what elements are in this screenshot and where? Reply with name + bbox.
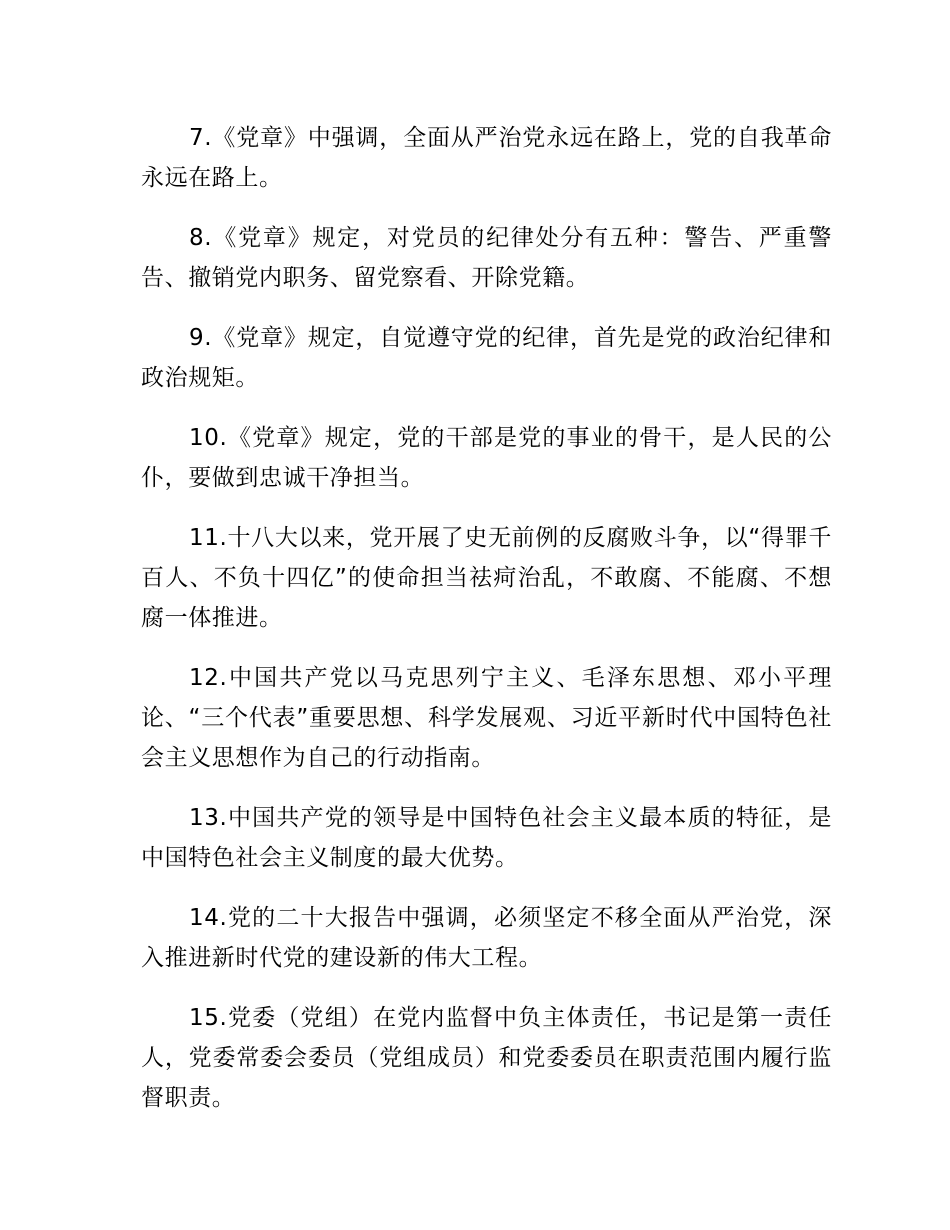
paragraph-item-9: 9.《党章》规定，自觉遵守党的纪律，首先是党的政治纪律和政治规矩。 <box>141 325 832 391</box>
paragraph-item-8: 8.《党章》规定，对党员的纪律处分有五种：警告、严重警告、撤销党内职务、留党察看、开除党籍。 <box>141 225 832 291</box>
paragraph-item-11: 11.十八大以来，党开展了史无前例的反腐败斗争，以“得罪千百人、不负十四亿”的使命担当祛疴治乱，不敢腐、不能腐、不想腐一体推进。 <box>141 525 832 631</box>
paragraph-item-13: 13.中国共产党的领导是中国特色社会主义最本质的特征，是中国特色社会主义制度的最大优势。 <box>141 805 832 871</box>
paragraph-item-10: 10.《党章》规定，党的干部是党的事业的骨干，是人民的公仆，要做到忠诚干净担当。 <box>141 425 832 491</box>
paragraph-item-7: 7.《党章》中强调，全面从严治党永远在路上，党的自我革命永远在路上。 <box>141 125 832 191</box>
paragraph-item-15: 15.党委（党组）在党内监督中负主体责任，书记是第一责任人，党委常委会委员（党组成员）和党委委员在职责范围内履行监督职责。 <box>141 1005 832 1111</box>
paragraph-item-14: 14.党的二十大报告中强调，必须坚定不移全面从严治党，深入推进新时代党的建设新的伟大工程。 <box>141 905 832 971</box>
paragraph-item-12: 12.中国共产党以马克思列宁主义、毛泽东思想、邓小平理论、“三个代表”重要思想、科学发展观、习近平新时代中国特色社会主义思想作为自己的行动指南。 <box>141 665 832 771</box>
